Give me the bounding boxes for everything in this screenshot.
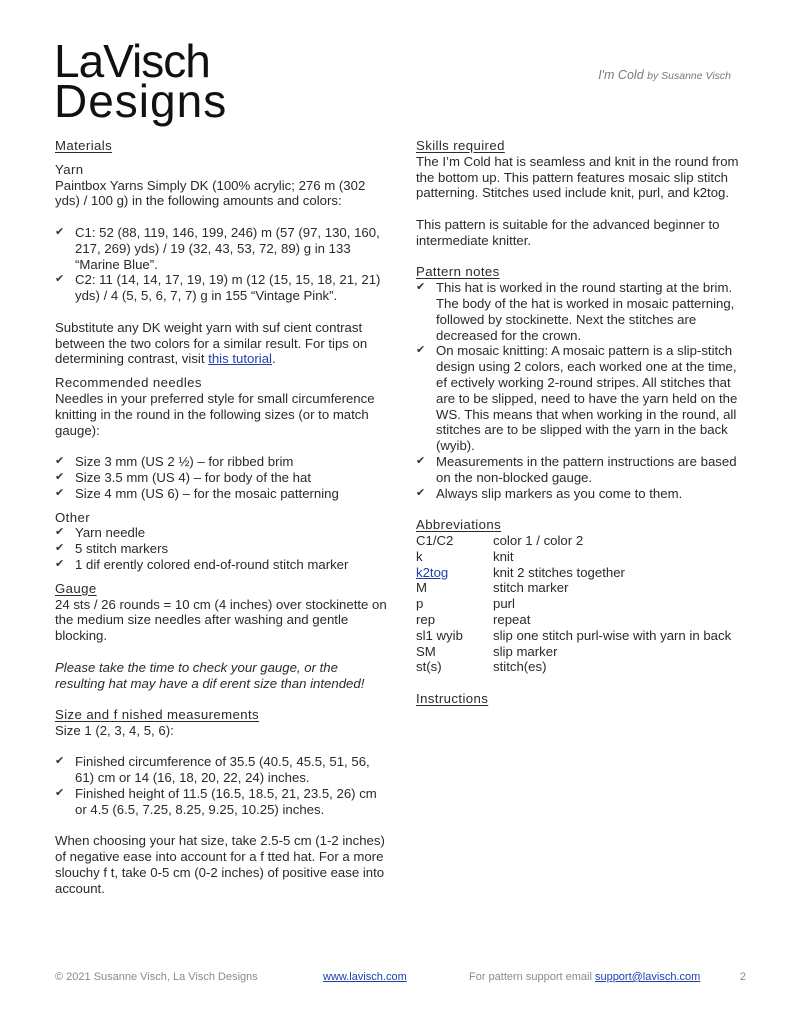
- right-column: [416, 138, 746, 707]
- copyright-text: © 2021 Susanne Visch, La Visch Designs: [55, 971, 258, 983]
- yarn-heading: Yarn: [55, 161, 84, 177]
- table-row: [416, 659, 731, 675]
- substitute-end: .: [271, 351, 276, 367]
- list-item: ✔ 5 stitch markers: [55, 541, 390, 557]
- logo-line-1: LaVisch: [54, 35, 210, 87]
- abbr-meaning: purl: [493, 596, 515, 612]
- table-row: [416, 549, 731, 565]
- list-item: ✔ Measurements in the pattern instructions are based on the non-blocked gauge.: [416, 454, 746, 486]
- list-item: ✔ Finished circumference of 35.5 (40.5, 45.5, 51, 56, 61) cm or 14 (16, 18, 20, 22, 24) inches.: [55, 754, 390, 786]
- abbr-term: C1/C2: [416, 532, 454, 548]
- page-footer: [55, 970, 746, 986]
- abbr-term: SM: [416, 643, 436, 659]
- list-item: ✔ Size 3.5 mm (US 4) – for body of the hat: [55, 470, 390, 486]
- list-item: ✔ Yarn needle: [55, 525, 390, 541]
- gauge-heading: Gauge: [55, 580, 97, 596]
- page-number: 2: [739, 971, 746, 983]
- table-row: [416, 628, 731, 644]
- brand-logo: [54, 35, 264, 128]
- list-item: ✔ C2: 11 (14, 14, 17, 19, 19) m (12 (15, 15, 18, 21, 21) yds) / 4 (5, 5, 6, 7, 7) g in 155 “Vintage Pink”.: [55, 272, 390, 304]
- abbr-term: k: [416, 548, 423, 564]
- table-row: [416, 533, 731, 549]
- substitute-text: Substitute any DK weight yarn with suf cient contrast between the two colors for a similar result. For tips on determining contrast, visit: [55, 319, 368, 367]
- abbr-meaning: stitch marker: [493, 580, 569, 596]
- abbr-term: M: [416, 580, 427, 596]
- table-row: [416, 580, 731, 596]
- support-email-link[interactable]: support@lavisch.com: [594, 971, 701, 983]
- abbr-term: sl1 wyib: [416, 627, 463, 643]
- sizes-heading: Size and f nished measurements: [55, 707, 260, 723]
- measurements-list: [55, 754, 390, 817]
- list-item: ✔ This hat is worked in the round starting at the brim. The body of the hat is worked in mosaic patterning, followed by stockinette. Next the stitches are decreased for the crown.: [416, 280, 746, 343]
- page-header-byline: [598, 68, 731, 85]
- pattern-title: I'm Cold: [598, 68, 644, 82]
- list-item: ✔ C1: 52 (88, 119, 146, 199, 246) m (57 (97, 130, 160, 217, 269) yds) / 19 (32, 43, 53, 72, 89) g in 133 “Marine Blue”.: [55, 225, 390, 272]
- list-item: ✔ Size 4 mm (US 6) – for the mosaic patterning: [55, 486, 390, 502]
- sizes-line: Size 1 (2, 3, 4, 5, 6):: [55, 722, 174, 738]
- table-row: [416, 596, 731, 612]
- needles-list: [55, 454, 390, 501]
- skills-text: The I’m Cold hat is seamless and knit in the round from the bottom up. This pattern features mosaic slip stitch patterning. Stitches used include knit, purl, and k2tog.: [416, 153, 739, 201]
- table-row: [416, 565, 731, 581]
- abbr-meaning: slip marker: [493, 643, 558, 659]
- skill-level-text: This pattern is suitable for the advanced beginner to intermediate knitter.: [416, 216, 720, 248]
- substitute-paragraph: [55, 320, 390, 367]
- website-link[interactable]: www.lavisch.com: [323, 971, 407, 983]
- other-list: [55, 525, 390, 572]
- materials-heading: Materials: [55, 138, 113, 153]
- yarn-list: [55, 225, 390, 304]
- abbr-term: p: [416, 596, 424, 612]
- author-credit: by Susanne Visch: [647, 70, 731, 82]
- abbr-meaning: color 1 / color 2: [493, 532, 584, 548]
- left-column: [55, 138, 390, 897]
- support-text: For pattern support email: [469, 971, 595, 983]
- abbr-meaning: repeat: [493, 611, 531, 627]
- abbr-term: rep: [416, 611, 436, 627]
- skills-heading: Skills required: [416, 138, 505, 153]
- other-heading: Other: [55, 509, 90, 525]
- table-row: [416, 612, 731, 628]
- abbreviations-heading: Abbreviations: [416, 517, 502, 533]
- abbreviations-table: [416, 533, 731, 675]
- list-item: ✔ On mosaic knitting: A mosaic pattern is a slip-stitch design using 2 colors, each worked one at the time, ef ectively working 2-round stripes. All stitches that are to be slipped, need to have the yarn held on the WS. This means that when working in the round, all stitches are to be slipped with the yarn in the back (wyib).: [416, 343, 746, 454]
- logo-line-2: Designs: [54, 75, 228, 127]
- k2tog-link[interactable]: k2tog: [416, 564, 449, 580]
- list-item: ✔ Always slip markers as you come to them.: [416, 486, 746, 502]
- list-item: ✔ Size 3 mm (US 2 ½) – for ribbed brim: [55, 454, 390, 470]
- pattern-notes-heading: Pattern notes: [416, 264, 500, 280]
- list-item: ✔ Finished height of 11.5 (16.5, 18.5, 21, 23.5, 26) cm or 4.5 (6.5, 7.25, 8.25, 9.25, 10.25) inches.: [55, 786, 390, 818]
- table-row: [416, 644, 731, 660]
- abbr-meaning: knit 2 stitches together: [493, 564, 625, 580]
- instructions-heading: Instructions: [416, 690, 489, 706]
- abbr-meaning: stitch(es): [493, 659, 547, 675]
- abbr-meaning: slip one stitch purl-wise with yarn in back: [493, 627, 732, 643]
- needles-description: Needles in your preferred style for small circumference knitting in the round in the following sizes (or to match gauge):: [55, 390, 375, 438]
- needles-heading: Recommended needles: [55, 375, 202, 391]
- choosing-size-paragraph: When choosing your hat size, take 2.5-5 cm (1-2 inches) of negative ease into account for a f tted hat. For a more slouchy f t, take 0-5 cm (0-2 inches) of positive ease into account.: [55, 833, 385, 896]
- support-line: [469, 970, 700, 986]
- abbr-term: st(s): [416, 659, 442, 675]
- yarn-description: Paintbox Yarns Simply DK (100% acrylic; 276 m (302 yds) / 100 g) in the following amounts and colors:: [55, 177, 366, 209]
- pattern-notes-list: [416, 280, 746, 501]
- gauge-text: 24 sts / 26 rounds = 10 cm (4 inches) over stockinette on the medium size needles after washing and gentle blocking.: [55, 596, 387, 644]
- abbr-meaning: knit: [493, 548, 514, 564]
- list-item: ✔ 1 dif erently colored end-of-round stitch marker: [55, 557, 390, 573]
- gauge-note: Please take the time to check your gauge, or the resulting hat may have a dif erent size than intended!: [55, 659, 365, 691]
- tutorial-link[interactable]: this tutorial: [208, 351, 272, 367]
